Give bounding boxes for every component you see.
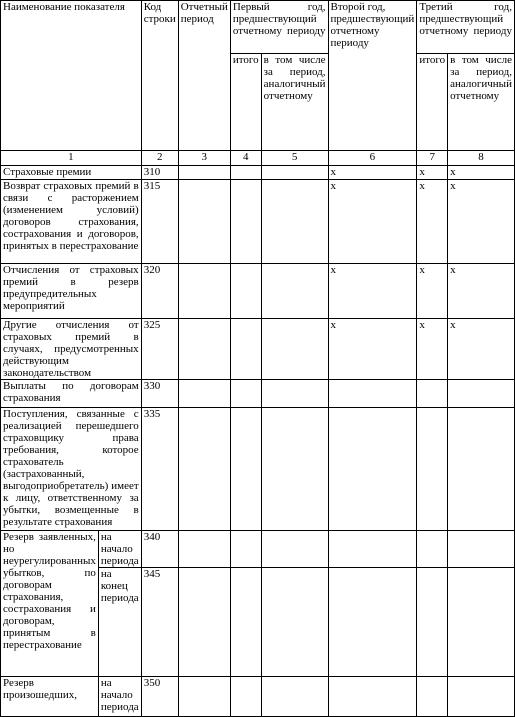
header-code: Код строки [141, 1, 178, 151]
row-code: 330 [141, 380, 178, 408]
table-row [1, 380, 515, 408]
value-cell [230, 568, 261, 677]
value-cell [448, 677, 515, 717]
header-third-year-including: в том числе за период, аналогичный отчетному [448, 54, 515, 151]
value-cell [328, 380, 417, 408]
value-cell [230, 531, 261, 568]
value-cell [230, 180, 261, 264]
row-code: 335 [141, 408, 178, 531]
col-number: 2 [141, 151, 178, 166]
third-year-including-mark: x [448, 166, 515, 180]
value-cell [178, 677, 230, 717]
value-cell [328, 677, 417, 717]
table-row [1, 180, 515, 264]
value-cell [261, 677, 328, 717]
third-year-including-mark: x [448, 319, 515, 380]
value-cell [261, 319, 328, 380]
value-cell [178, 319, 230, 380]
value-cell [328, 531, 417, 568]
row-code: 340 [141, 531, 178, 568]
table-row [1, 408, 515, 531]
row-code: 325 [141, 319, 178, 380]
col-number: 4 [230, 151, 261, 166]
value-cell [448, 408, 515, 531]
header-indicator: Наименование показателя [1, 1, 142, 151]
value-cell [230, 408, 261, 531]
table-row [1, 677, 515, 717]
value-cell [417, 677, 448, 717]
third-year-total-mark: x [417, 166, 448, 180]
value-cell [178, 166, 230, 180]
col-number: 7 [417, 151, 448, 166]
value-cell [230, 319, 261, 380]
second-year-mark: x [328, 180, 417, 264]
value-cell [328, 568, 417, 677]
value-cell [230, 380, 261, 408]
row-code: 315 [141, 180, 178, 264]
header-row-1 [1, 1, 515, 54]
col-number: 3 [178, 151, 230, 166]
table-row [1, 319, 515, 380]
value-cell [178, 380, 230, 408]
col-number: 1 [1, 151, 142, 166]
value-cell [261, 380, 328, 408]
third-year-total-mark: x [417, 319, 448, 380]
header-first-year-including: в том числе за период, аналогичный отчетному [261, 54, 328, 151]
column-numbers-row [1, 151, 515, 166]
row-code: 320 [141, 264, 178, 319]
header-second-year: Второй год, предшествующий отчетному периоду [328, 1, 417, 151]
third-year-total-mark: x [417, 264, 448, 319]
header-first-year-total: итого [230, 54, 261, 151]
period-end-label: на конец периода [98, 568, 141, 677]
row-name: Поступления, связанные с реализацией перешедшего страховщику права требования, которое страхователь (застрахованный, выгодоприобретатель) имеет к лицу, ответственному за убытки, возмещенные в результате страхования [1, 408, 142, 531]
period-start-label: на начало периода [98, 531, 141, 568]
row-name: Страховые премии [1, 166, 142, 180]
value-cell [178, 531, 230, 568]
col-number: 5 [261, 151, 328, 166]
value-cell [261, 180, 328, 264]
row-code: 345 [141, 568, 178, 677]
value-cell [417, 531, 448, 568]
value-cell [261, 531, 328, 568]
table-row [1, 264, 515, 319]
value-cell [178, 180, 230, 264]
col-number: 8 [448, 151, 515, 166]
value-cell [261, 166, 328, 180]
row-name: Возврат страховых премий в связи с расторжением (изменением условий) договоров страхования, сострахования и договоров, принятых в перестрахование [1, 180, 142, 264]
header-first-year: Первый год, предшествующий отчетному периоду [230, 1, 328, 54]
row-name: Другие отчисления от страховых премий в случаях, предусмотренных действующим законодательством [1, 319, 142, 380]
row-name: Выплаты по договорам страхования [1, 380, 142, 408]
col-number: 6 [328, 151, 417, 166]
value-cell [261, 568, 328, 677]
period-start-label: на начало периода [98, 677, 141, 717]
value-cell [448, 568, 515, 677]
second-year-mark: x [328, 319, 417, 380]
row-name: Отчисления от страховых премий в резерв предупредительных мероприятий [1, 264, 142, 319]
value-cell [178, 568, 230, 677]
header-reporting-period: Отчетный период [178, 1, 230, 151]
table-row [1, 166, 515, 180]
third-year-including-mark: x [448, 180, 515, 264]
second-year-mark: x [328, 166, 417, 180]
reserve-incurred-name: Резерв произошедших, [1, 677, 99, 717]
value-cell [230, 264, 261, 319]
header-third-year-total: итого [417, 54, 448, 151]
value-cell [448, 531, 515, 568]
value-cell [230, 166, 261, 180]
table-row [1, 531, 515, 568]
value-cell [261, 264, 328, 319]
third-year-including-mark: x [448, 264, 515, 319]
value-cell [261, 408, 328, 531]
value-cell [328, 408, 417, 531]
row-code: 310 [141, 166, 178, 180]
second-year-mark: x [328, 264, 417, 319]
value-cell [417, 380, 448, 408]
value-cell [230, 677, 261, 717]
value-cell [417, 408, 448, 531]
row-code: 350 [141, 677, 178, 717]
value-cell [178, 408, 230, 531]
header-third-year: Третий год, предшествующий отчетному периоду [417, 1, 515, 54]
third-year-total-mark: x [417, 180, 448, 264]
reserve-unsettled-name: Резерв заявленных, но неурегулированных убытков, по договорам страхования, сострахования и договорам, принятым в перестрахование [1, 531, 99, 677]
value-cell [178, 264, 230, 319]
value-cell [417, 568, 448, 677]
value-cell [448, 380, 515, 408]
